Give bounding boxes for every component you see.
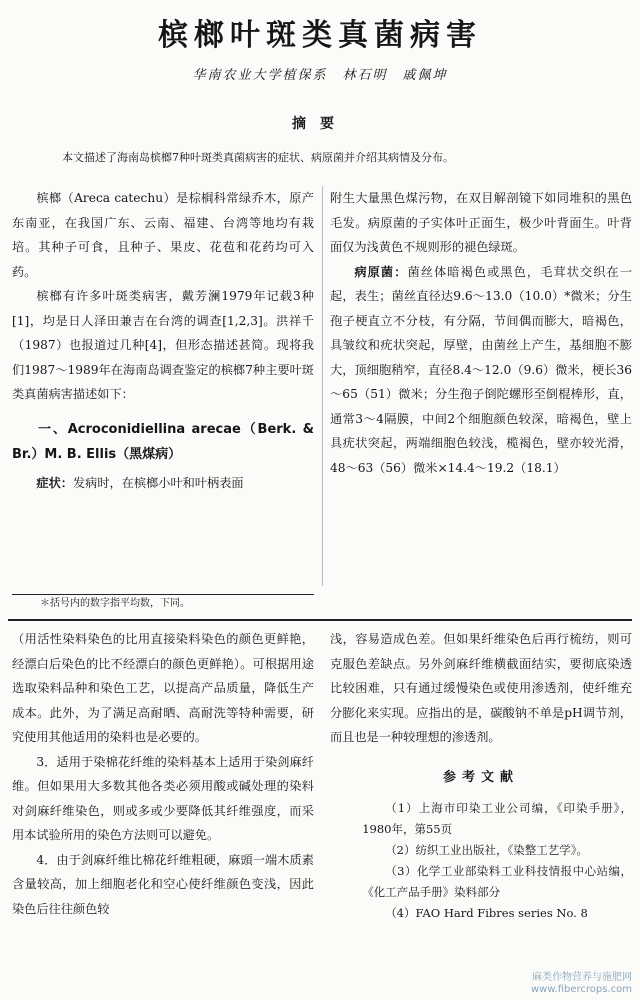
abstract-heading: 摘要 <box>292 116 348 132</box>
reference-item: （3）化学工业部染料工业科技情报中心站编，《化工产品手册》染料部分 <box>362 864 632 899</box>
pathogen-label: 病原菌： <box>354 264 408 279</box>
symptom-continued: 附生大量黑色煤污物，在双目解剖镜下如同堆积的黑色毛发。病原菌的子实体叶正面生，极少叶背面生。叶背面仅为浅黄色不规则形的褪色绿斑。 <box>330 191 632 254</box>
symptom-label: 症状： <box>36 475 73 490</box>
article-title: 槟榔叶斑类真菌病害 <box>158 18 482 53</box>
footnote: ＊括号内的数字指平均数，下同。 <box>40 598 190 609</box>
right-column-bottom <box>330 627 632 924</box>
watermark-url: www.fibercrops.com <box>530 984 632 995</box>
left-column-top <box>12 186 314 495</box>
dyeing-paragraph-1: （用活性染料染色的比用直接染料染色的颜色更鲜艳，经漂白后染色的比不经漂白的颜色更鲜艳）。可根据用途选取染料品种和染色工艺，以提高产品质量，降低生产成本。此外，为了满足高耐晒、高耐洗等特种需要，研究使用其他适用的染料也是必要的。 <box>12 632 314 744</box>
watermark-name: 麻类作物营养与施肥网 <box>532 972 632 983</box>
dyeing-paragraph-3: 3．适用于染棉花纤维的染料基本上适用于染剑麻纤维。但如果用大多数其他各类必须用酸或碱处理的染料对剑麻纤维染色，则或多或少要降低其纤维强度，而采用本试验所用的染色方法则可以避免。 <box>12 754 314 842</box>
history-paragraph: 槟榔有许多叶斑类病害，戴芳澜1979年记载3种[1]，均是日人泽田兼吉在台湾的调查[1,2,3]。洪祥千（1987）也报道过几种[4]，但形态描述甚简。现将我们1987～1989年在海南岛调查鉴定的槟榔7种主要叶斑类真菌病害描述如下： <box>12 289 314 401</box>
section-heading: 一、Acroconidiellina arecae（Berk. & Br.）M. B. Ellis（黑煤病） <box>12 421 314 462</box>
reference-item: （4）FAO Hard Fibres series No. 8 <box>385 906 588 920</box>
article-divider <box>8 619 632 621</box>
footnote-rule <box>12 594 314 595</box>
author-line: 华南农业大学植保系 林石明 戚佩坤 <box>192 68 448 83</box>
site-watermark <box>531 972 632 996</box>
dyeing-paragraph-continued: 浅，容易造成色差。但如果纤维染色后再行梳纺，则可克服色差缺点。另外剑麻纤维横截面结实，要彻底染透比较困难，只有通过缓慢染色或使用渗透剂，使纤维充分膨化来实现。应指出的是，碳酸钠不单是pH调节剂，而且也是一种较理想的渗透剂。 <box>330 632 632 744</box>
intro-paragraph: 槟榔（Areca catechu）是棕榈科常绿乔木，原产东南亚，在我国广东、云南、福建、台湾等地均有栽培。其种子可食，且种子、果皮、花苞和花药均可入药。 <box>12 191 314 279</box>
dyeing-paragraph-4: 4．由于剑麻纤维比棉花纤维粗硬，麻頭一端木质素含量较高，加上细胞老化和空心使纤维颜色变浅，因此染色后往往颜色较 <box>12 852 314 916</box>
symptom-paragraph <box>12 471 314 496</box>
pathogen-text: 菌丝体暗褐色或黑色，毛茸状交织在一起，表生；菌丝直径达9.6～13.0（10.0）*微米；分生孢子梗直立不分枝，有分隔，节间偶而膨大，暗褐色，具皱纹和疣状突起，厚壁，由菌丝上产生，基细胞不膨大，顶细胞稍窄，直径8.4～12.0（9.6）微米，梗长36～65（51）微米；分生孢子倒陀螺形至倒棍棒形，直，通常3～4隔膜，中间2个细胞颜色较深，暗褐色，壁上具疣状突起，两端细胞色较浅，榄褐色，壁亦较光滑，48～63（56）微米×14.4～19.2（18.1） <box>330 264 633 475</box>
abstract-text: 本文描述了海南岛槟榔7种叶斑类真菌病害的症状、病原菌并介绍其病情及分布。 <box>62 151 454 164</box>
reference-item: （1）上海市印染工业公司编，《印染手册》，1980年，第55页 <box>362 801 632 836</box>
reference-item: （2）纺织工业出版社，《染整工艺学》。 <box>385 843 589 857</box>
right-column-top <box>330 186 632 480</box>
column-divider <box>322 186 323 586</box>
pathogen-paragraph <box>330 260 632 481</box>
left-column-bottom <box>12 627 314 921</box>
symptom-text: 发病时，在槟榔小叶和叶柄表面 <box>72 475 244 490</box>
references-heading: 参考文献 <box>442 769 519 785</box>
